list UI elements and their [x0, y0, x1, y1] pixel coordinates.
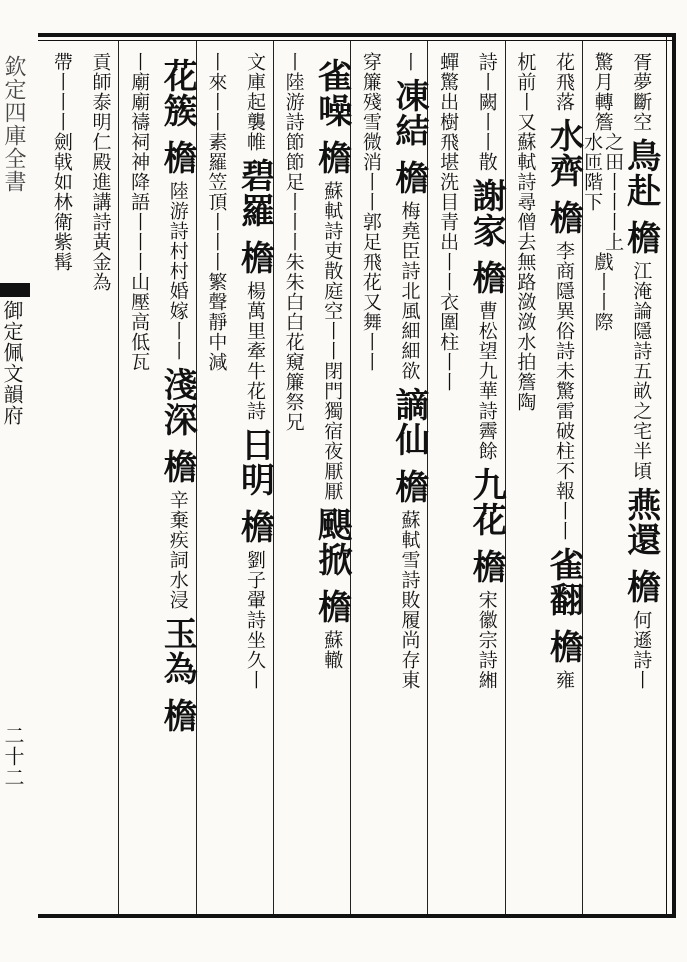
margin-black-tab [0, 283, 30, 297]
headword: 檐 [466, 260, 507, 295]
annotation-text: 蟬驚出樹飛 [437, 52, 460, 152]
headword: 凍結 [388, 78, 429, 148]
headword: 花簇 [157, 58, 198, 128]
text-column [312, 52, 351, 912]
annotation-text: 陸游詩村村婚嫁丨丨 [166, 181, 189, 361]
annotation-text: 陶 [514, 392, 537, 412]
text-column [119, 52, 158, 912]
annotation-text: 素羅笠頂丨丨丨 [205, 132, 228, 272]
headword: 檐 [543, 629, 584, 664]
text-column [197, 52, 236, 912]
headword: 淺深 [157, 367, 198, 437]
annotation-text: 祭兄 [282, 392, 305, 432]
headword: 檐 [311, 140, 352, 175]
text-column [390, 52, 429, 912]
annotation-text: 郭足飛花又舞丨丨 [359, 212, 382, 372]
headword: 雀翻 [543, 547, 584, 617]
page-border-top-inner [38, 40, 676, 41]
headword: 水齊 [543, 118, 584, 188]
headword: 檐 [620, 569, 661, 604]
headword: 檐 [157, 698, 198, 733]
text-column [621, 52, 660, 912]
page-number: 二十二 [1, 725, 25, 788]
annotation-text: 衣圍柱丨丨 [437, 292, 460, 392]
annotation-text: 穿簾殘雪微消丨丨 [359, 52, 382, 212]
text-column [235, 52, 274, 912]
headword: 鳥赴 [620, 138, 661, 208]
annotation-text: 丨丨丨山壓高低瓦 [128, 212, 151, 372]
annotation-text: 繁聲靜中減 [205, 272, 228, 372]
annotation-text: 何遜詩丨 [630, 610, 653, 690]
text-column [467, 52, 506, 912]
headword: 雀噪 [311, 58, 352, 128]
annotation-text: 蘇軾雪詩敗履尚存東 [398, 510, 421, 690]
page-border-right-inner [666, 33, 667, 918]
headword: 日明 [234, 427, 275, 497]
annotation-text: 帶丨丨丨劍戟如林衛紫髯 [50, 52, 73, 272]
annotation-text: 蘇轍 [321, 630, 344, 670]
text-column [81, 52, 120, 912]
annotation-text: 丨又蘇軾詩尋僧去無路潋潋水拍簷 [514, 92, 537, 392]
annotation-text: 蘇軾詩吏散庭空丨丨閉門獨宿夜厭厭 [321, 181, 344, 501]
headword: 檐 [157, 140, 198, 175]
annotation-text: 丨 [398, 52, 421, 72]
annotation-text: 詩丨闕丨丨散 [475, 52, 498, 172]
page-border-top [38, 33, 676, 37]
annotation-text: 之田丨丨丨上 [602, 132, 625, 252]
annotation-text: 水匝階下 [581, 132, 604, 212]
headword: 檐 [388, 469, 429, 504]
headword: 九花 [466, 467, 507, 537]
text-column [158, 52, 197, 912]
headword: 檐 [543, 200, 584, 235]
annotation-text: 丨來丨丨 [205, 52, 228, 132]
annotation-text: 堪洗目青出丨丨 [437, 152, 460, 292]
headword: 檐 [234, 240, 275, 275]
annotation-text: 楊萬里牽牛花詩 [243, 281, 266, 421]
annotation-text: 劉子翬詩坐久丨 [243, 550, 266, 690]
annotation-text: 胥夢斷空 [630, 52, 653, 132]
text-column [428, 52, 467, 912]
headword: 謝家 [466, 178, 507, 248]
headword: 檐 [466, 549, 507, 584]
annotation-text: 杌前 [514, 52, 537, 92]
annotation-text: 戲丨丨際 [591, 252, 614, 332]
annotation-text: 江淹論隱詩五畝之宅半頃 [630, 261, 653, 481]
partial-margin-text: 欽定四庫全書 [1, 55, 26, 193]
annotation-text: 陸游詩節節足丨丨丨朱朱白白花窺簾 [282, 72, 305, 392]
annotation-pair [581, 132, 625, 252]
text-column [42, 52, 81, 912]
annotation-text: 驚月轉簷 [591, 52, 614, 132]
headword: 檐 [234, 509, 275, 544]
page-border-right [672, 33, 676, 918]
headword: 玉為 [157, 616, 198, 686]
headword: 謫仙 [388, 387, 429, 457]
headword: 檐 [311, 589, 352, 624]
text-column [351, 52, 390, 912]
annotation-text: 丨 [282, 52, 305, 72]
annotation-text: 雍 [552, 670, 575, 690]
headword: 燕還 [620, 487, 661, 557]
book-title: 御定佩文韻府 [0, 300, 24, 426]
page-border-bottom [38, 914, 676, 918]
annotation-text: 丨廟廟禱祠神降語 [128, 52, 151, 212]
annotation-text: 辛棄疾詞水浸 [166, 490, 189, 610]
text-column [581, 52, 625, 912]
annotation-text: 花飛落 [552, 52, 575, 112]
text-column [274, 52, 313, 912]
annotation-text: 文庫起襲帷 [243, 52, 266, 152]
headword: 檐 [620, 220, 661, 255]
annotation-text: 李商隱異俗詩未驚雷破柱不報丨丨 [552, 241, 575, 541]
text-column [544, 52, 583, 912]
headword: 檐 [388, 160, 429, 195]
text-column [506, 52, 545, 912]
annotation-text: 梅堯臣詩北風細細欲 [398, 201, 421, 381]
annotation-text: 曹松望九華詩霽餘 [475, 301, 498, 461]
headword: 檐 [157, 449, 198, 484]
headword: 碧羅 [234, 158, 275, 228]
annotation-text: 貢師泰明仁殿進講詩黃金為 [89, 52, 112, 292]
annotation-text: 宋徽宗詩緗 [475, 590, 498, 690]
headword: 颶掀 [311, 507, 352, 577]
